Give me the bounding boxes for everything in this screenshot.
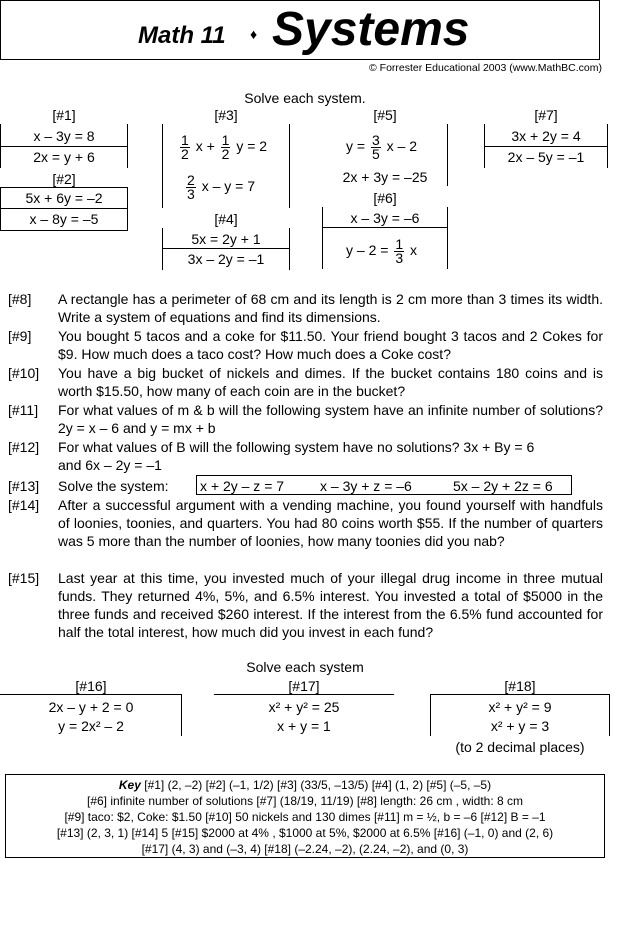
p9-text: You bought 5 tacos and a coke for $11.50. Your friend bought 3 tacos and 2 Cokes for $9. How much does a taco cost? How much does a Coke cost? (58, 328, 603, 362)
p12-label: [#12] (8, 439, 40, 455)
p18-eq1: x² + y² = 9 (488, 699, 552, 715)
p3-frac2: $\frac{1}{2}$ (221, 131, 230, 162)
section1-heading: Solve each system. (244, 90, 366, 106)
p4-eq1: 5x = 2y + 1 (191, 231, 261, 247)
p3-frac1: $\frac{1}{2}$ (181, 131, 189, 162)
p1-eq1: x – 3y = 8 (33, 128, 95, 144)
p4-divider (162, 248, 290, 249)
p13-eq1: x + 2y – z = 7 (200, 478, 285, 494)
p2-label: [#2] (52, 171, 76, 187)
key-line5: [#17] (4, 3) and (–3, 4) [#18] (–2.24, –2), (2.24, –2), and (0, 3) (141, 842, 469, 856)
p2-divider (0, 208, 128, 209)
p18-label: [#18] (504, 678, 536, 694)
p16-eq2: y = 2x² – 2 (58, 718, 124, 734)
p13-eq2: x – 3y + z = –6 (320, 478, 412, 494)
p13-intro: Solve the system: (58, 478, 169, 494)
key-line1: Key [#1] (2, –2) [#2] (–1, 1/2) [#3] (33/5, –13/5) [#4] (1, 2) [#5] (–5, –5) (118, 778, 492, 792)
copyright: © Forrester Educational 2003 (www.MathBC.com) (369, 62, 602, 74)
p2-eq2: x – 8y = –5 (29, 211, 99, 227)
p7-label: [#7] (534, 107, 558, 123)
p14-text: After a successful argument with a vending machine, you found yourself with handfuls of loonies, toonies, and quarters. You had 80 coins worth $55. If the number of quarters was 5 more than the number of loonies, how many toonies did you nab? (58, 497, 603, 549)
p17-eq1: x² + y² = 25 (268, 699, 340, 715)
p1-eq2: 2x = y + 6 (33, 149, 95, 165)
p18-eq2: x² + y = 3 (490, 718, 550, 734)
p16-label: [#16] (75, 678, 107, 694)
p12-text: For what values of B will the following system have no solutions? 3x + By = 6 and 6x – 2y = –1 (58, 439, 535, 473)
p1-divider (0, 146, 128, 147)
p4-eq2: 3x – 2y = –1 (187, 251, 265, 267)
p11-label: [#11] (8, 402, 39, 418)
p16-eq1: 2x – y + 2 = 0 (48, 699, 134, 715)
section2-heading: Solve each system (246, 659, 364, 675)
p15-text: Last year at this time, you invested much of your illegal drug income in three mutual funds. They returned 4%, 5%, and 6.5% interest. You invested a total of $5000 in the three funds and received $260 interest. If the interest from the 6.5% fund accounted for half the total interest, how much did you invest in each fund? (58, 570, 603, 640)
p6-label: [#6] (373, 190, 397, 206)
p6-divider (322, 227, 448, 228)
title-box (0, 0, 600, 60)
p17-label: [#17] (288, 678, 320, 694)
p9-label: [#9] (8, 328, 32, 344)
p3-eq2: $\frac{2}{3}$ x – y = 7 (187, 171, 255, 202)
p10-label: [#10] (8, 365, 40, 381)
p6-eq2: y – 2 = $\frac{1}{3}$ x (346, 235, 417, 266)
title-topic: Systems (272, 3, 470, 56)
key-title: Key (118, 778, 141, 792)
key-line2: [#6] infinite number of solutions [#7] (18/19, 11/19) [#8] length: 26 cm , width: 8 cm (86, 794, 524, 808)
p8-text: A rectangle has a perimeter of 68 cm and its length is 2 cm more than 3 times its width. Write a system of equations and find its dimensions. (58, 291, 603, 325)
key-line3: [#9] taco: $2, Coke: $1.50 [#10] 50 nickels and 130 dimes [#11] m = ½, b = –6 [#12] B = –1 (64, 810, 546, 824)
p17-top-line (214, 694, 394, 695)
p7-eq2: 2x – 5y = –1 (507, 149, 585, 165)
p17-eq2: x + y = 1 (277, 718, 331, 734)
key-line4: [#13] (2, 3, 1) [#14] 5 [#15] $2000 at 4% , $1000 at 5%, $2000 at 6.5% [#16] (–1, 0) and (2, 6) (56, 826, 554, 840)
p8-label: [#8] (8, 291, 32, 307)
p5-eq2: 2x + 3y = –25 (342, 169, 428, 185)
p3-frac3: $\frac{2}{3}$ (187, 171, 195, 202)
title-course: Math 11 (138, 22, 226, 49)
p5-label: [#5] (373, 107, 397, 123)
p5-frac: $\frac{3}{5}$ (371, 131, 380, 162)
p14-label: [#14] (8, 497, 40, 513)
p5-eq1: y = $\frac{3}{5}$ x – 2 (346, 131, 418, 162)
p1-label: [#1] (52, 107, 76, 123)
p2-eq1: 5x + 6y = –2 (25, 190, 103, 206)
diamond-icon: ♦ (250, 26, 258, 42)
p3-label: [#3] (214, 107, 238, 123)
p11-text: For what values of m & b will the following system have an infinite number of solutions? 2y = x – 6 and y = mx + b (58, 402, 603, 436)
p18-note: (to 2 decimal places) (455, 739, 585, 755)
p7-eq1: 3x + 2y = 4 (511, 128, 581, 144)
p7-divider (484, 146, 608, 147)
p13-eq3: 5x – 2y + 2z = 6 (453, 478, 553, 494)
p6-frac: $\frac{1}{3}$ (395, 235, 404, 266)
p15-label: [#15] (8, 570, 40, 586)
p3-eq1: $\frac{1}{2}$ x + $\frac{1}{2}$ y = 2 (181, 131, 268, 162)
p10-text: You have a big bucket of nickels and dimes. If the bucket contains 180 coins and is worth $15.50, how many of each coin are in the bucket? (58, 365, 603, 399)
p4-label: [#4] (214, 211, 238, 227)
answer-key (5, 774, 605, 858)
p13-label: [#13] (8, 478, 40, 494)
p6-eq1: x – 3y = –6 (350, 210, 420, 226)
